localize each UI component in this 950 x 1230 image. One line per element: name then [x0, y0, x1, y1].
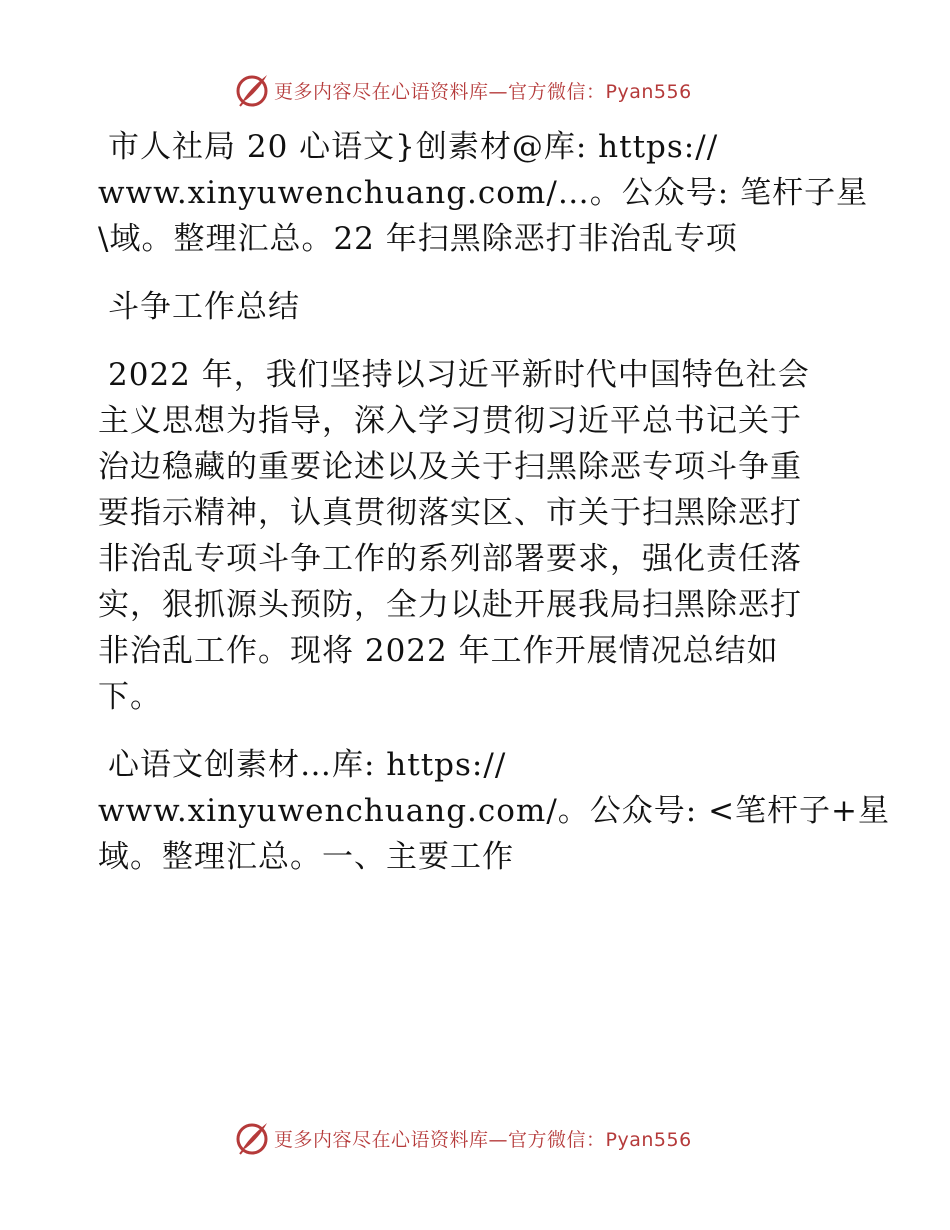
text-line: 主义思想为指导，深入学习贯彻习近平总书记关于 [98, 403, 802, 439]
section-heading: 域。整理汇总。一、主要工作 [98, 839, 514, 875]
header-banner-text: 更多内容尽在心语资料库—官方微信：Pyan556 [274, 80, 692, 103]
text-line: www.xinyuwenchuang.com/。公众号: <笔杆子+星 [98, 793, 891, 829]
text-line: 下。 [98, 679, 162, 715]
quill-pen-logo-icon [234, 72, 270, 108]
text-line: 非治乱工作。现将 2022 年工作开展情况总结如 [98, 633, 779, 669]
text-line: 治边稳藏的重要论述以及关于扫黑除恶专项斗争重 [98, 449, 802, 485]
quill-pen-logo-icon [234, 1120, 270, 1156]
document-body [98, 124, 891, 880]
paragraph-section-heading [98, 742, 891, 880]
text-line: 市人社局 20 心语文}创素材@库: https:// [108, 129, 719, 165]
text-line: 要指示精神，认真贯彻落实区、市关于扫黑除恶打 [98, 495, 802, 531]
text-line: www.xinyuwenchuang.com/…。公众号: 笔杆子星 [98, 175, 869, 211]
text-line: 2022 年，我们坚持以习近平新时代中国特色社会 [108, 357, 810, 393]
document-title: 斗争工作总结 [108, 289, 300, 325]
header-banner [234, 70, 692, 110]
footer-banner [234, 1118, 692, 1158]
paragraph-title [98, 284, 858, 330]
text-line: 心语文创素材…库: https:// [108, 747, 507, 783]
text-line: 实，狠抓源头预防，全力以赴开展我局扫黑除恶打 [98, 587, 802, 623]
paragraph-intro [98, 352, 858, 720]
footer-banner-text: 更多内容尽在心语资料库—官方微信：Pyan556 [274, 1128, 692, 1151]
text-line: 非治乱专项斗争工作的系列部署要求，强化责任落 [98, 541, 802, 577]
text-line: \域。整理汇总。22 年扫黑除恶打非治乱专项 [98, 221, 738, 257]
paragraph-source-note [98, 124, 869, 262]
